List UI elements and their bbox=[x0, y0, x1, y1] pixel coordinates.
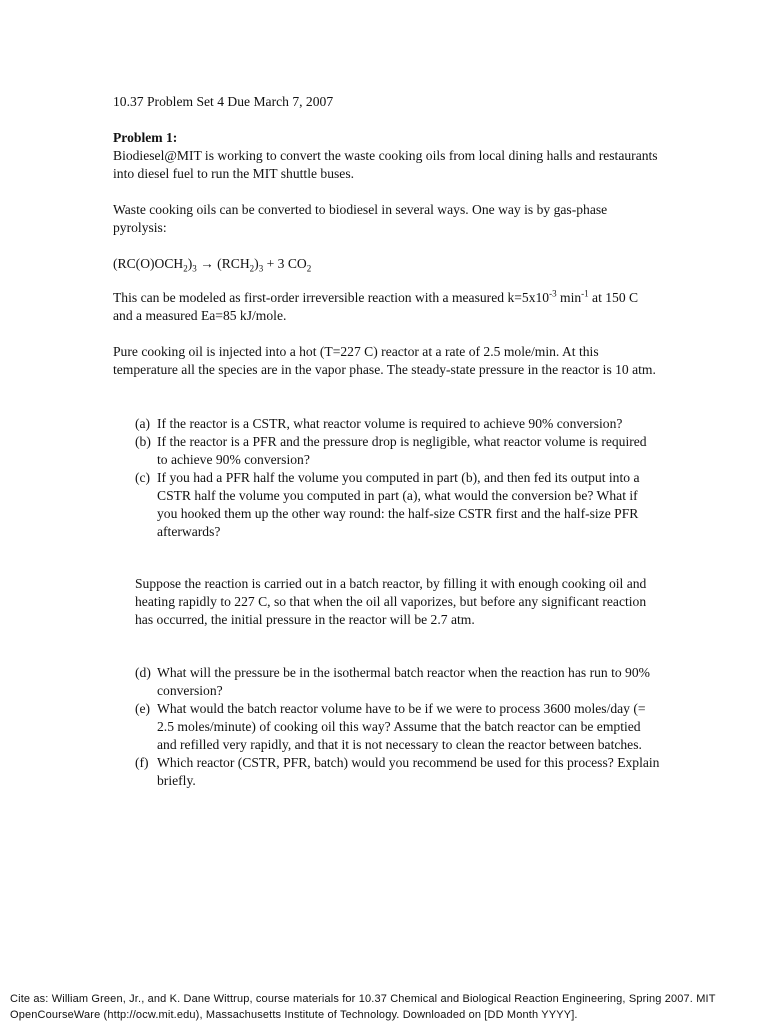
eq-co2-sub: 2 bbox=[306, 263, 312, 274]
question-item bbox=[135, 415, 660, 433]
problem-heading: Problem 1: bbox=[113, 130, 178, 145]
eq-reactant: (RC(O)OCH bbox=[113, 256, 184, 271]
reaction-equation bbox=[113, 255, 311, 273]
pyrolysis-paragraph: Waste cooking oils can be converted to biodiesel in several ways. One way is by gas-phase pyrolysis: bbox=[113, 202, 608, 235]
rate-text-1: This can be modeled as first-order irreversible reaction with a measured k=5x10 bbox=[113, 290, 550, 305]
question-item bbox=[135, 754, 660, 790]
question-marker: (a) bbox=[135, 416, 151, 431]
question-text: What would the batch reactor volume have to be if we were to process 3600 moles/day (= 2.5 moles/minute) of cooking oil this way? Assume that the batch reactor can be emptied and refilled very rapidly, and that it is not necessary to clean the reactor between batches. bbox=[157, 701, 646, 752]
eq-product-sub2: 3 bbox=[258, 263, 264, 274]
question-marker: (e) bbox=[135, 701, 151, 716]
question-text: If the reactor is a CSTR, what reactor volume is required to achieve 90% conversion? bbox=[157, 416, 623, 431]
eq-product-close: ) bbox=[254, 256, 259, 271]
eq-reactant-sub: 2 bbox=[183, 263, 188, 274]
eq-reactant-close: ) bbox=[187, 256, 193, 271]
eq-arrow: → bbox=[200, 256, 214, 271]
rate-exponent-2: -1 bbox=[581, 288, 589, 299]
eq-plus-co2: + 3 CO bbox=[266, 256, 307, 271]
question-text: Which reactor (CSTR, PFR, batch) would you recommend be used for this process? Explain briefly. bbox=[157, 755, 660, 788]
document-title: 10.37 Problem Set 4 Due March 7, 2007 bbox=[113, 94, 334, 109]
question-marker: (b) bbox=[135, 434, 151, 449]
rate-text-3: at 150 C and a measured Ea=85 kJ/mole. bbox=[113, 290, 639, 323]
question-list-2 bbox=[135, 664, 660, 790]
question-item bbox=[135, 664, 660, 700]
question-marker: (c) bbox=[135, 470, 151, 485]
question-marker: (f) bbox=[135, 755, 149, 770]
intro-paragraph: Biodiesel@MIT is working to convert the waste cooking oils from local dining halls and restaurants into diesel fuel to run the MIT shuttle buses. bbox=[113, 148, 658, 181]
question-item bbox=[135, 700, 660, 754]
rate-text-2: min bbox=[556, 290, 582, 305]
question-text: What will the pressure be in the isothermal batch reactor when the reaction has run to 90% conversion? bbox=[157, 665, 650, 698]
eq-product: (RCH bbox=[217, 256, 250, 271]
question-text: If the reactor is a PFR and the pressure drop is negligible, what reactor volume is required to achieve 90% conversion? bbox=[157, 434, 647, 467]
question-item bbox=[135, 433, 660, 469]
question-list-1 bbox=[135, 415, 660, 541]
batch-paragraph: Suppose the reaction is carried out in a batch reactor, by filling it with enough cooking oil and heating rapidly to 227 C, so that when the oil all vaporizes, but before any significant reaction has occurred, the initial pressure in the reactor will be 2.7 atm. bbox=[135, 576, 647, 627]
eq-reactant-sub2: 3 bbox=[192, 263, 197, 274]
citation-footer: Cite as: William Green, Jr., and K. Dane Wittrup, course materials for 10.37 Chemical and Biological Reaction Engineering, Spring 2007. MIT OpenCourseWare (http://ocw.mit.edu), Massachusetts Institute of Technology. Downloaded on [DD Month YYYY]. bbox=[10, 993, 716, 1021]
eq-product-sub: 2 bbox=[249, 263, 255, 274]
question-item bbox=[135, 469, 660, 541]
question-text: If you had a PFR half the volume you computed in part (b), and then fed its output into a CSTR half the volume you computed in part (a), what would the conversion be? What if you hooked them up the other way round: the half-size CSTR first and the half-size PFR afterwards? bbox=[157, 470, 640, 539]
question-marker: (d) bbox=[135, 665, 151, 680]
conditions-paragraph: Pure cooking oil is injected into a hot (T=227 C) reactor at a rate of 2.5 mole/min. At this temperature all the species are in the vapor phase. The steady-state pressure in the reactor is 10 atm. bbox=[113, 344, 656, 377]
rate-exponent-1: -3 bbox=[549, 288, 557, 299]
rate-paragraph bbox=[113, 289, 658, 325]
